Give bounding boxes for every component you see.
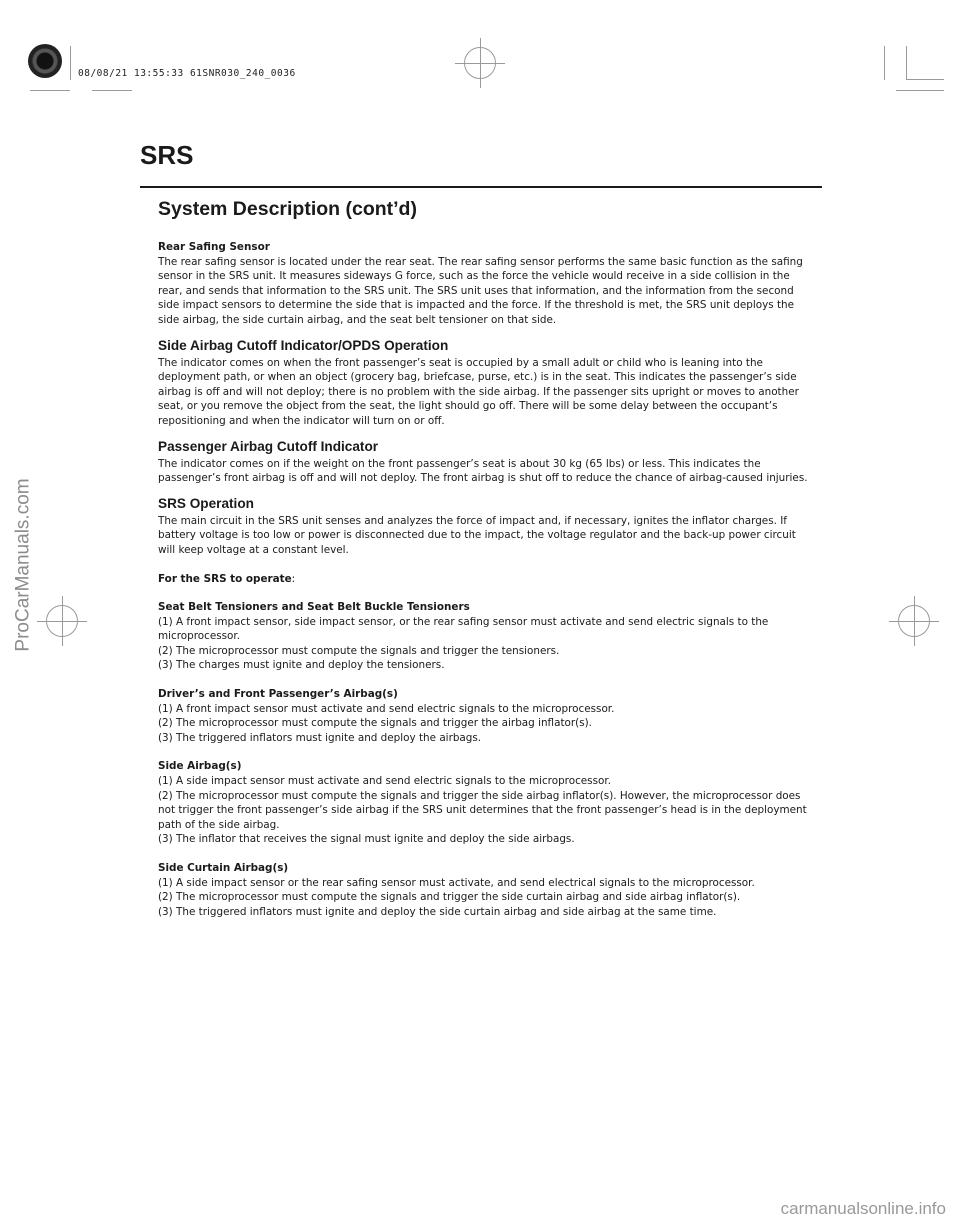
crop-mark [896,90,944,91]
tensioners-heading: Seat Belt Tensioners and Seat Belt Buckle Tensioners [158,601,470,614]
list-item: (3) The triggered inflators must ignite and deploy the airbags. [158,731,482,744]
bottom-watermark: carmanualsonline.info [780,1199,946,1218]
print-stamp: 08/08/21 13:55:33 61SNR030_240_0036 [78,68,296,79]
crop-mark [906,46,907,80]
rear-safing-text: The rear safing sensor is located under the rear seat. The rear safing sensor performs the same basic function as the safing sensor in the SRS unit. It measures sideways G force, such as the force the vehicle would receive in a side collision in the rear, and sends that information to the SRS unit. The SRS unit uses that information, and the information from the second side impact sensors to determine the side that is impacted and the force. If the threshold is met, the SRS unit deploys the side airbag, the side curtain airbag, and the seat belt tensioner on that side. [158,255,803,326]
tensioners-list [158,615,808,673]
crop-mark [70,46,71,80]
crop-mark [884,46,885,80]
opds-text: The indicator comes on when the front passenger’s seat is occupied by a small adult or child who is leaning into the deployment path, or when an object (grocery bag, briefcase, purse, etc.) is in the seat. This indicates the passenger’s side airbag is off and will not deploy; there is no problem with the side airbag. If the passenger sits upright or moves to another seat, or you remove the object from the seat, the light should go off. There will be some delay between the occupant’s repositioning and when the indicator will turn on or off. [158,356,799,427]
front-airbags-list [158,702,808,746]
to-operate-colon: : [291,572,296,585]
srs-operation-heading: SRS Operation [158,495,254,511]
list-item: (1) A front impact sensor, side impact sensor, or the rear safing sensor must activate and send electric signals to the microprocessor. [158,615,769,643]
pacoi-text: The indicator comes on if the weight on the front passenger’s seat is about 30 kg (65 lbs) or less. This indicates the passenger’s front airbag is off and will not deploy. The front airbag is shut off to reduce the chance of airbag-caused injuries. [158,457,808,485]
list-item: (2) The microprocessor must compute the signals and trigger the side curtain airbag and side airbag inflator(s). [158,891,741,904]
curtain-airbags-list [158,876,808,920]
list-item: (2) The microprocessor must compute the signals and trigger the tensioners. [158,644,560,657]
list-item: (1) A side impact sensor or the rear safing sensor must activate, and send electrical signals to the microprocessor. [158,876,755,889]
side-airbags-list [158,774,808,847]
crop-mark [92,90,132,91]
header-rule [140,186,822,188]
list-item: (3) The inflator that receives the signal must ignite and deploy the side airbags. [158,833,575,846]
list-item: (3) The charges must ignite and deploy the tensioners. [158,659,445,672]
side-watermark-text: ProCarManuals.com [13,478,35,652]
registration-target-icon [46,605,78,637]
side-airbags-heading: Side Airbag(s) [158,760,242,773]
registration-bullet-icon [28,44,62,78]
registration-target-icon [898,605,930,637]
side-watermark [10,420,38,710]
to-operate-line [158,572,808,587]
list-item: (1) A side impact sensor must activate and send electric signals to the microprocessor. [158,775,611,788]
page-title: System Description (cont’d) [158,198,417,220]
list-item: (1) A front impact sensor must activate and send electric signals to the microprocessor. [158,702,615,715]
pacoi-heading: Passenger Airbag Cutoff Indicator [158,438,379,454]
crop-mark [30,90,70,91]
srs-operation-text: The main circuit in the SRS unit senses and analyzes the force of impact and, if necessary, ignites the inflator charges. If battery voltage is too low or power is disconnected due to the impact, the voltage regulator and the back-up power circuit will keep voltage at a constant level. [158,514,796,556]
registration-target-icon [464,47,496,79]
list-item: (3) The triggered inflators must ignite and deploy the side curtain airbag and side airbag at the same time. [158,905,717,918]
list-item: (2) The microprocessor must compute the signals and trigger the side airbag inflator(s). However, the microprocessor does not trigger the front passenger’s side airbag if the SRS unit determines that the front passenger’s head is in the deployment path of the side airbag. [158,789,807,831]
front-airbags-heading: Driver’s and Front Passenger’s Airbag(s) [158,688,398,701]
main-content [158,240,808,919]
curtain-airbags-heading: Side Curtain Airbag(s) [158,862,289,874]
crop-mark [906,79,944,80]
list-item: (2) The microprocessor must compute the signals and trigger the airbag inflator(s). [158,717,592,730]
to-operate-label: For the SRS to operate [158,572,292,585]
rear-safing-heading: Rear Safing Sensor [158,241,270,253]
section-code: SRS [140,140,194,170]
opds-heading: Side Airbag Cutoff Indicator/OPDS Operation [158,337,449,353]
